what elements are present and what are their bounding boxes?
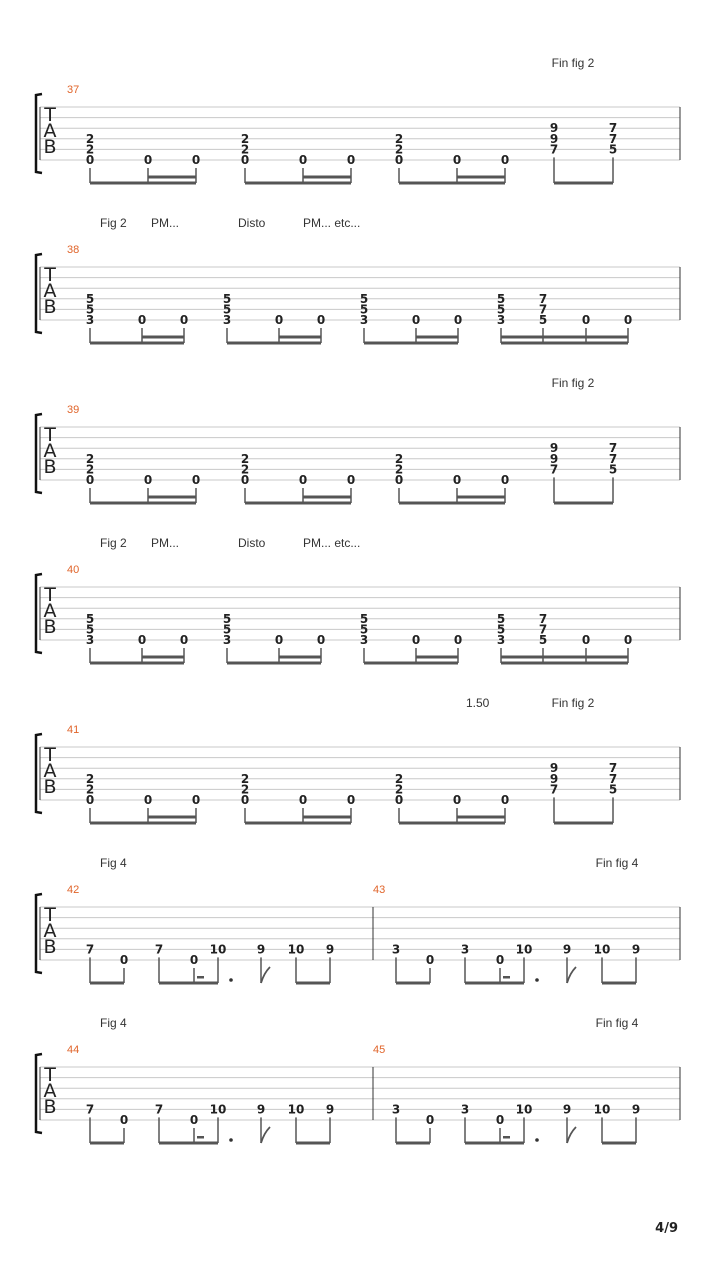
fret-number: 7 bbox=[608, 441, 618, 456]
dot bbox=[229, 1138, 233, 1142]
fret-number: 2 bbox=[85, 782, 95, 797]
fret-number: 2 bbox=[85, 462, 95, 477]
beam bbox=[90, 342, 184, 345]
tab-clef-letter: B bbox=[43, 456, 57, 478]
tab-clef-letter: A bbox=[43, 920, 57, 942]
fret-number: 5 bbox=[359, 291, 369, 306]
tab-clef-letter: T bbox=[44, 904, 56, 926]
beam bbox=[399, 502, 505, 505]
fret-number: 0 bbox=[500, 793, 510, 807]
fret-number: 7 bbox=[608, 771, 618, 786]
fret-number: 7 bbox=[154, 1102, 164, 1117]
dot bbox=[535, 1138, 539, 1142]
fret-number: 0 bbox=[581, 633, 591, 647]
beam bbox=[602, 1142, 636, 1145]
fret-number: 2 bbox=[394, 142, 404, 157]
fret-number: 0 bbox=[191, 473, 201, 487]
fret-number: 3 bbox=[85, 633, 95, 647]
beam bbox=[457, 496, 505, 499]
measure-number: 40 bbox=[67, 564, 80, 576]
tab-clef-letter: B bbox=[43, 776, 57, 798]
fret-number: 0 bbox=[623, 633, 633, 647]
fret-number: 5 bbox=[222, 291, 232, 306]
beam bbox=[148, 496, 196, 499]
fret-number: 0 bbox=[85, 473, 95, 487]
measure-number: 45 bbox=[373, 1044, 386, 1056]
fret-number: 0 bbox=[298, 153, 308, 167]
fret-number: 2 bbox=[394, 462, 404, 477]
fret-number: 7 bbox=[85, 1102, 95, 1117]
partial-beam bbox=[503, 1136, 510, 1139]
beam bbox=[554, 822, 613, 825]
fret-number: 5 bbox=[85, 302, 95, 317]
fret-number: 3 bbox=[496, 633, 506, 647]
tab-clef-letter: B bbox=[43, 1096, 57, 1118]
measure-number: 38 bbox=[67, 244, 80, 256]
fret-number: 9 bbox=[549, 121, 559, 136]
beam bbox=[303, 176, 351, 179]
beam bbox=[245, 822, 351, 825]
fret-number: 7 bbox=[85, 942, 95, 957]
tab-clef-letter: B bbox=[43, 936, 57, 958]
fret-number: 3 bbox=[496, 313, 506, 327]
annotation: Fin fig 4 bbox=[595, 856, 639, 870]
fret-number: 5 bbox=[359, 302, 369, 317]
fret-number: 0 bbox=[189, 1113, 199, 1127]
fret-number: 5 bbox=[608, 462, 618, 477]
fret-number: 5 bbox=[608, 142, 618, 157]
annotation: Disto bbox=[238, 536, 266, 550]
fret-number: 10 bbox=[209, 1102, 227, 1117]
fret-number: 0 bbox=[425, 1113, 435, 1127]
fret-number: 5 bbox=[85, 611, 95, 626]
tab-clef-letter: A bbox=[43, 120, 57, 142]
fret-number: 3 bbox=[222, 313, 232, 327]
fret-number: 0 bbox=[298, 793, 308, 807]
tab-clef-letter: B bbox=[43, 136, 57, 158]
measure-number: 42 bbox=[67, 884, 80, 896]
fret-number: 10 bbox=[287, 942, 305, 957]
flag bbox=[567, 1127, 576, 1143]
fret-number: 2 bbox=[240, 771, 250, 786]
fret-number: 0 bbox=[240, 793, 250, 807]
fret-number: 0 bbox=[274, 313, 284, 327]
annotation: Fig 2 bbox=[100, 536, 127, 550]
fret-number: 0 bbox=[137, 633, 147, 647]
beam bbox=[90, 182, 196, 185]
beam bbox=[90, 1142, 124, 1145]
measure-number: 41 bbox=[67, 724, 80, 736]
fret-number: 0 bbox=[119, 1113, 129, 1127]
fret-number: 10 bbox=[287, 1102, 305, 1117]
beam bbox=[457, 176, 505, 179]
tab-clef-letter: T bbox=[44, 744, 56, 766]
annotation: Fig 4 bbox=[100, 856, 127, 870]
fret-number: 0 bbox=[411, 633, 421, 647]
fret-number: 7 bbox=[608, 761, 618, 776]
partial-beam bbox=[197, 1136, 204, 1139]
fret-number: 3 bbox=[460, 942, 470, 957]
fret-number: 0 bbox=[240, 473, 250, 487]
fret-number: 10 bbox=[515, 1102, 533, 1117]
beam bbox=[457, 816, 505, 819]
flag bbox=[261, 967, 270, 983]
beam bbox=[501, 662, 628, 665]
fret-number: 0 bbox=[453, 313, 463, 327]
tab-clef-letter: T bbox=[44, 584, 56, 606]
fret-number: 0 bbox=[191, 153, 201, 167]
fret-number: 3 bbox=[391, 942, 401, 957]
fret-number: 0 bbox=[495, 1113, 505, 1127]
flag bbox=[261, 1127, 270, 1143]
fret-number: 0 bbox=[85, 793, 95, 807]
measure-number: 39 bbox=[67, 404, 80, 416]
beam bbox=[602, 982, 636, 985]
fret-number: 7 bbox=[538, 622, 548, 637]
beam bbox=[227, 662, 321, 665]
beam bbox=[90, 822, 196, 825]
fret-number: 7 bbox=[549, 462, 559, 477]
beam bbox=[90, 662, 184, 665]
system-bracket bbox=[36, 894, 42, 973]
fret-number: 7 bbox=[549, 782, 559, 797]
fret-number: 3 bbox=[222, 633, 232, 647]
fret-number: 2 bbox=[240, 782, 250, 797]
fret-number: 0 bbox=[581, 313, 591, 327]
fret-number: 0 bbox=[316, 633, 326, 647]
beam bbox=[501, 342, 628, 345]
fret-number: 0 bbox=[191, 793, 201, 807]
tab-clef-letter: A bbox=[43, 440, 57, 462]
fret-number: 0 bbox=[298, 473, 308, 487]
fret-number: 0 bbox=[411, 313, 421, 327]
fret-number: 0 bbox=[623, 313, 633, 327]
annotation: Fin fig 2 bbox=[551, 696, 595, 710]
beam bbox=[148, 176, 196, 179]
fret-number: 5 bbox=[359, 611, 369, 626]
tab-clef-letter: A bbox=[43, 280, 57, 302]
fret-number: 2 bbox=[240, 131, 250, 146]
fret-number: 0 bbox=[137, 313, 147, 327]
annotation: Fig 4 bbox=[100, 1016, 127, 1030]
annotation: Fin fig 2 bbox=[551, 56, 595, 70]
tab-clef-letter: T bbox=[44, 1064, 56, 1086]
beam bbox=[465, 982, 524, 985]
beam bbox=[148, 816, 196, 819]
fret-number: 9 bbox=[549, 131, 559, 146]
fret-number: 7 bbox=[154, 942, 164, 957]
fret-number: 5 bbox=[85, 291, 95, 306]
fret-number: 0 bbox=[143, 473, 153, 487]
fret-number: 2 bbox=[240, 451, 250, 466]
beam bbox=[90, 982, 124, 985]
fret-number: 5 bbox=[608, 782, 618, 797]
annotation: Fin fig 2 bbox=[551, 376, 595, 390]
tab-clef-letter: A bbox=[43, 600, 57, 622]
measure-number: 37 bbox=[67, 84, 80, 96]
measure-number: 43 bbox=[373, 884, 386, 896]
system-bracket bbox=[36, 414, 42, 493]
fret-number: 3 bbox=[85, 313, 95, 327]
fret-number: 0 bbox=[240, 153, 250, 167]
fret-number: 0 bbox=[143, 793, 153, 807]
dot bbox=[535, 978, 539, 982]
fret-number: 7 bbox=[608, 121, 618, 136]
tab-clef-letter: T bbox=[44, 104, 56, 126]
fret-number: 9 bbox=[562, 942, 572, 957]
fret-number: 7 bbox=[538, 291, 548, 306]
fret-number: 7 bbox=[538, 302, 548, 317]
fret-number: 5 bbox=[538, 633, 548, 647]
beam bbox=[501, 656, 628, 659]
fret-number: 9 bbox=[631, 1102, 641, 1117]
fret-number: 0 bbox=[143, 153, 153, 167]
annotation: PM... bbox=[151, 536, 180, 550]
fret-number: 0 bbox=[425, 953, 435, 967]
beam bbox=[465, 1142, 524, 1145]
tab-clef-letter: A bbox=[43, 760, 57, 782]
fret-number: 0 bbox=[346, 793, 356, 807]
annotation: PM... etc... bbox=[303, 536, 361, 550]
fret-number: 2 bbox=[394, 771, 404, 786]
fret-number: 10 bbox=[593, 942, 611, 957]
measure-number: 44 bbox=[67, 1044, 80, 1056]
fret-number: 10 bbox=[515, 942, 533, 957]
fret-number: 0 bbox=[500, 473, 510, 487]
annotation: Fin fig 4 bbox=[595, 1016, 639, 1030]
fret-number: 9 bbox=[256, 942, 266, 957]
fret-number: 0 bbox=[189, 953, 199, 967]
beam bbox=[245, 502, 351, 505]
system-bracket bbox=[36, 734, 42, 813]
fret-number: 0 bbox=[346, 153, 356, 167]
fret-number: 2 bbox=[85, 451, 95, 466]
fret-number: 7 bbox=[608, 131, 618, 146]
annotation: Disto bbox=[238, 216, 266, 230]
fret-number: 0 bbox=[452, 473, 462, 487]
flag bbox=[567, 967, 576, 983]
fret-number: 0 bbox=[453, 633, 463, 647]
beam bbox=[554, 182, 613, 185]
fret-number: 2 bbox=[240, 462, 250, 477]
beam bbox=[159, 1142, 218, 1145]
fret-number: 2 bbox=[85, 142, 95, 157]
fret-number: 5 bbox=[538, 313, 548, 327]
fret-number: 5 bbox=[359, 622, 369, 637]
beam bbox=[159, 982, 218, 985]
fret-number: 3 bbox=[359, 313, 369, 327]
tab-clef-letter: A bbox=[43, 1080, 57, 1102]
fret-number: 7 bbox=[549, 142, 559, 157]
beam bbox=[90, 502, 196, 505]
fret-number: 2 bbox=[240, 142, 250, 157]
tab-clef-letter: T bbox=[44, 424, 56, 446]
fret-number: 5 bbox=[496, 302, 506, 317]
fret-number: 5 bbox=[85, 622, 95, 637]
fret-number: 0 bbox=[452, 153, 462, 167]
beam bbox=[554, 502, 613, 505]
system-bracket bbox=[36, 94, 42, 173]
page-number: 4/9 bbox=[655, 1221, 678, 1236]
system-bracket bbox=[36, 254, 42, 333]
tab-clef-letter: T bbox=[44, 264, 56, 286]
beam bbox=[303, 816, 351, 819]
fret-number: 0 bbox=[346, 473, 356, 487]
fret-number: 0 bbox=[316, 313, 326, 327]
beam bbox=[396, 1142, 430, 1145]
fret-number: 3 bbox=[460, 1102, 470, 1117]
system-bracket bbox=[36, 1054, 42, 1133]
fret-number: 2 bbox=[394, 782, 404, 797]
beam bbox=[296, 982, 330, 985]
beam bbox=[396, 982, 430, 985]
beam bbox=[279, 336, 321, 339]
fret-number: 9 bbox=[325, 942, 335, 957]
beam bbox=[303, 496, 351, 499]
fret-number: 0 bbox=[85, 153, 95, 167]
fret-number: 9 bbox=[325, 1102, 335, 1117]
beam bbox=[501, 336, 628, 339]
fret-number: 9 bbox=[549, 451, 559, 466]
annotation: PM... etc... bbox=[303, 216, 361, 230]
fret-number: 0 bbox=[179, 313, 189, 327]
fret-number: 10 bbox=[593, 1102, 611, 1117]
fret-number: 0 bbox=[394, 793, 404, 807]
fret-number: 2 bbox=[394, 131, 404, 146]
fret-number: 0 bbox=[394, 473, 404, 487]
beam bbox=[279, 656, 321, 659]
fret-number: 5 bbox=[496, 611, 506, 626]
beam bbox=[364, 342, 458, 345]
annotation: Fig 2 bbox=[100, 216, 127, 230]
fret-number: 0 bbox=[452, 793, 462, 807]
beam bbox=[245, 182, 351, 185]
fret-number: 5 bbox=[222, 302, 232, 317]
partial-beam bbox=[197, 976, 204, 979]
fret-number: 2 bbox=[394, 451, 404, 466]
beam bbox=[416, 336, 458, 339]
fret-number: 9 bbox=[562, 1102, 572, 1117]
fret-number: 7 bbox=[538, 611, 548, 626]
fret-number: 2 bbox=[85, 131, 95, 146]
fret-number: 3 bbox=[359, 633, 369, 647]
tab-clef-letter: B bbox=[43, 296, 57, 318]
beam bbox=[296, 1142, 330, 1145]
fret-number: 9 bbox=[631, 942, 641, 957]
beam bbox=[142, 656, 184, 659]
fret-number: 5 bbox=[222, 611, 232, 626]
beam bbox=[227, 342, 321, 345]
beam bbox=[399, 822, 505, 825]
fret-number: 9 bbox=[549, 441, 559, 456]
fret-number: 5 bbox=[222, 622, 232, 637]
beam bbox=[364, 662, 458, 665]
partial-beam bbox=[503, 976, 510, 979]
fret-number: 0 bbox=[274, 633, 284, 647]
fret-number: 0 bbox=[394, 153, 404, 167]
annotation: PM... bbox=[151, 216, 180, 230]
fret-number: 3 bbox=[391, 1102, 401, 1117]
fret-number: 7 bbox=[608, 451, 618, 466]
annotation: 1.50 bbox=[466, 696, 490, 710]
fret-number: 2 bbox=[85, 771, 95, 786]
tab-clef-letter: B bbox=[43, 616, 57, 638]
beam bbox=[416, 656, 458, 659]
fret-number: 0 bbox=[119, 953, 129, 967]
beam bbox=[399, 182, 505, 185]
fret-number: 10 bbox=[209, 942, 227, 957]
fret-number: 0 bbox=[495, 953, 505, 967]
fret-number: 0 bbox=[179, 633, 189, 647]
fret-number: 5 bbox=[496, 622, 506, 637]
fret-number: 9 bbox=[256, 1102, 266, 1117]
beam bbox=[142, 336, 184, 339]
dot bbox=[229, 978, 233, 982]
system-bracket bbox=[36, 574, 42, 653]
fret-number: 9 bbox=[549, 771, 559, 786]
fret-number: 0 bbox=[500, 153, 510, 167]
fret-number: 5 bbox=[496, 291, 506, 306]
fret-number: 9 bbox=[549, 761, 559, 776]
